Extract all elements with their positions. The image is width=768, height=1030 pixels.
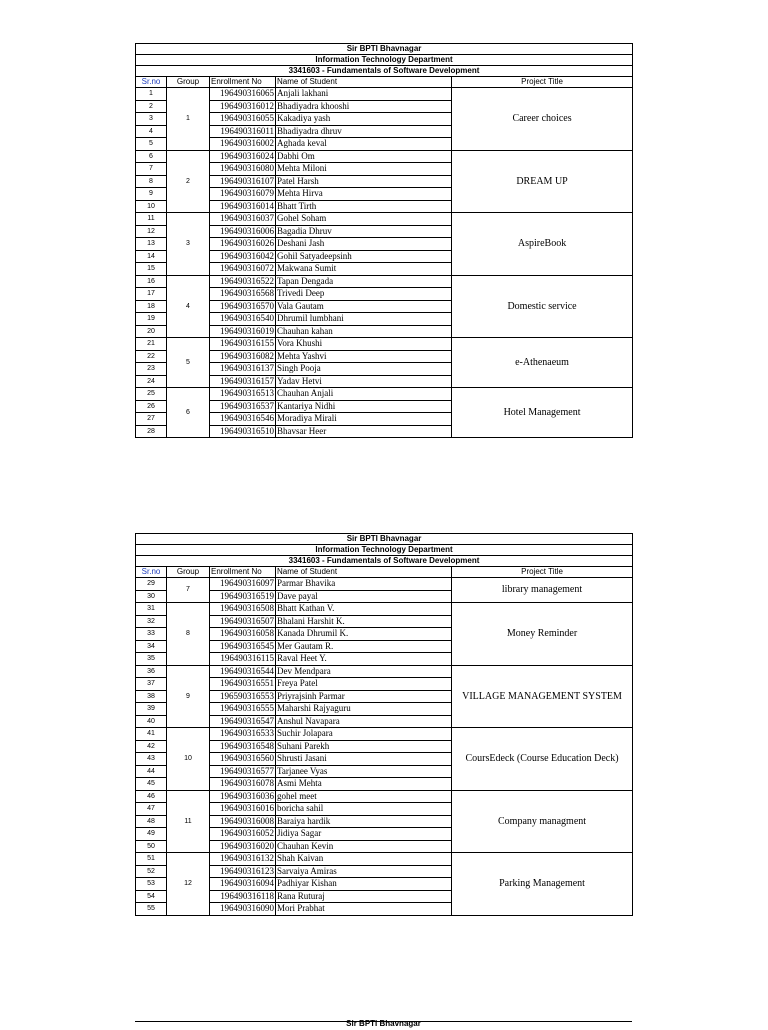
student-name-cell: Vala Gautam — [276, 300, 452, 313]
student-name-cell: Mehta Yashvi — [276, 350, 452, 363]
sr-no-cell: 52 — [136, 865, 167, 878]
sr-no-cell: 4 — [136, 125, 167, 138]
sr-no-cell: 26 — [136, 400, 167, 413]
department-title: Information Technology Department — [136, 55, 633, 66]
sr-no-cell: 21 — [136, 338, 167, 351]
sr-no-cell: 17 — [136, 288, 167, 301]
student-name-cell: Anjali lakhani — [276, 88, 452, 101]
student-name-cell: Dhrumil lumbhani — [276, 313, 452, 326]
group-cell: 9 — [167, 665, 210, 728]
project-title-cell: CoursEdeck (Course Education Deck) — [452, 728, 633, 791]
group-cell: 5 — [167, 338, 210, 388]
student-name-cell: Rana Ruturaj — [276, 890, 452, 903]
table-row — [136, 728, 633, 741]
sr-no-cell: 25 — [136, 388, 167, 401]
enrollment-cell: 196490316036 — [210, 790, 276, 803]
table-row — [136, 338, 633, 351]
enrollment-cell: 196490316094 — [210, 878, 276, 891]
student-name-cell: Chauhan Anjali — [276, 388, 452, 401]
student-name-cell: Sarvaiya Amiras — [276, 865, 452, 878]
enrollment-cell: 196490316513 — [210, 388, 276, 401]
enrollment-cell: 196490316157 — [210, 375, 276, 388]
enrollment-cell: 196490316545 — [210, 640, 276, 653]
sr-no-cell: 12 — [136, 225, 167, 238]
course-title: 3341603 - Fundamentals of Software Development — [136, 556, 633, 567]
project-title-cell: Domestic service — [452, 275, 633, 338]
student-name-cell: Mehta Miloni — [276, 163, 452, 176]
col-header-name: Name of Student — [276, 567, 452, 578]
student-name-cell: Suhani Parekh — [276, 740, 452, 753]
sr-no-cell: 14 — [136, 250, 167, 263]
sr-no-cell: 22 — [136, 350, 167, 363]
col-header-project: Project Title — [452, 77, 633, 88]
group-cell: 8 — [167, 603, 210, 666]
sr-no-cell: 47 — [136, 803, 167, 816]
enrollment-cell: 196490316548 — [210, 740, 276, 753]
institute-title: Sir BPTI Bhavnagar — [136, 44, 633, 55]
table-row — [136, 578, 633, 591]
student-name-cell: Kanada Dhrumil K. — [276, 628, 452, 641]
student-name-cell: Maharshi Rajyaguru — [276, 703, 452, 716]
student-name-cell: Bhatt Tirth — [276, 200, 452, 213]
enrollment-cell: 196490316540 — [210, 313, 276, 326]
project-title-cell: AspireBook — [452, 213, 633, 276]
table-body — [136, 578, 633, 916]
sr-no-cell: 28 — [136, 425, 167, 438]
enrollment-cell: 196490316090 — [210, 903, 276, 916]
table-row — [136, 790, 633, 803]
student-name-cell: Shrusti Jasani — [276, 753, 452, 766]
enrollment-cell: 196490316555 — [210, 703, 276, 716]
sr-no-cell: 49 — [136, 828, 167, 841]
table-row — [136, 213, 633, 226]
enrollment-cell: 196490316055 — [210, 113, 276, 126]
sr-no-cell: 16 — [136, 275, 167, 288]
project-title-cell: e-Athenaeum — [452, 338, 633, 388]
institute-title: Sir BPTI Bhavnagar — [136, 534, 633, 545]
project-title-cell: Parking Management — [452, 853, 633, 916]
sr-no-cell: 46 — [136, 790, 167, 803]
sr-no-cell: 51 — [136, 853, 167, 866]
enrollment-cell: 196490316547 — [210, 715, 276, 728]
sr-no-cell: 8 — [136, 175, 167, 188]
project-title-cell: DREAM UP — [452, 150, 633, 213]
student-name-cell: Priyrajsinh Parmar — [276, 690, 452, 703]
student-name-cell: Tapan Dengada — [276, 275, 452, 288]
enrollment-cell: 196490316065 — [210, 88, 276, 101]
sr-no-cell: 43 — [136, 753, 167, 766]
student-name-cell: Deshani Jash — [276, 238, 452, 251]
student-name-cell: Chauhan kahan — [276, 325, 452, 338]
enrollment-cell: 196490316042 — [210, 250, 276, 263]
student-name-cell: Bhadiyadra dhruv — [276, 125, 452, 138]
enrollment-cell: 196490316132 — [210, 853, 276, 866]
sr-no-cell: 13 — [136, 238, 167, 251]
enrollment-cell: 196490316097 — [210, 578, 276, 591]
col-header-enrollment: Enrollment No — [210, 77, 276, 88]
student-name-cell: Tarjanee Vyas — [276, 765, 452, 778]
sr-no-cell: 15 — [136, 263, 167, 276]
project-table — [135, 43, 633, 438]
student-name-cell: Dave payal — [276, 590, 452, 603]
enrollment-cell: 196490316551 — [210, 678, 276, 691]
enrollment-cell: 196490316560 — [210, 753, 276, 766]
student-name-cell: Mer Gautam R. — [276, 640, 452, 653]
department-title: Information Technology Department — [136, 545, 633, 556]
sr-no-cell: 19 — [136, 313, 167, 326]
enrollment-cell: 196490316058 — [210, 628, 276, 641]
student-name-cell: Patel Harsh — [276, 175, 452, 188]
sr-no-cell: 32 — [136, 615, 167, 628]
student-name-cell: Padhiyar Kishan — [276, 878, 452, 891]
table-row — [136, 603, 633, 616]
student-name-cell: Makwana Sumit — [276, 263, 452, 276]
sr-no-cell: 41 — [136, 728, 167, 741]
student-name-cell: Trivedi Deep — [276, 288, 452, 301]
enrollment-cell: 196490316072 — [210, 263, 276, 276]
sr-no-cell: 34 — [136, 640, 167, 653]
sr-no-cell: 37 — [136, 678, 167, 691]
student-name-cell: Singh Pooja — [276, 363, 452, 376]
sr-no-cell: 33 — [136, 628, 167, 641]
student-name-cell: Jidiya Sagar — [276, 828, 452, 841]
group-cell: 7 — [167, 578, 210, 603]
sr-no-cell: 36 — [136, 665, 167, 678]
enrollment-cell: 196490316082 — [210, 350, 276, 363]
sr-no-cell: 53 — [136, 878, 167, 891]
enrollment-cell: 196490316107 — [210, 175, 276, 188]
student-name-cell: Asmi Mehta — [276, 778, 452, 791]
table-header — [136, 44, 633, 88]
table-row — [136, 275, 633, 288]
enrollment-cell: 196490316012 — [210, 100, 276, 113]
enrollment-cell: 196490316079 — [210, 188, 276, 201]
student-name-cell: Shah Kaivan — [276, 853, 452, 866]
student-name-cell: Bhatt Kathan V. — [276, 603, 452, 616]
student-name-cell: Bhadiyadra khooshi — [276, 100, 452, 113]
col-header-group: Group — [167, 567, 210, 578]
student-name-cell: Dabhi Om — [276, 150, 452, 163]
enrollment-cell: 196490316577 — [210, 765, 276, 778]
sr-no-cell: 3 — [136, 113, 167, 126]
project-title-cell: VILLAGE MANAGEMENT SYSTEM — [452, 665, 633, 728]
next-page-header-cutoff — [135, 1021, 632, 1030]
student-name-cell: gohel meet — [276, 790, 452, 803]
enrollment-cell: 196490316118 — [210, 890, 276, 903]
student-name-cell: Gohil Satyadeepsinh — [276, 250, 452, 263]
enrollment-cell: 196490316137 — [210, 363, 276, 376]
sr-no-cell: 7 — [136, 163, 167, 176]
enrollment-cell: 196490316522 — [210, 275, 276, 288]
group-cell: 11 — [167, 790, 210, 853]
sr-no-cell: 6 — [136, 150, 167, 163]
group-cell: 10 — [167, 728, 210, 791]
col-header-group: Group — [167, 77, 210, 88]
student-name-cell: Kantariya Nidhi — [276, 400, 452, 413]
student-name-cell: Kakadiya yash — [276, 113, 452, 126]
sr-no-cell: 38 — [136, 690, 167, 703]
table-header — [136, 534, 633, 578]
project-title-cell: Company managment — [452, 790, 633, 853]
enrollment-cell: 196490316019 — [210, 325, 276, 338]
col-header-enrollment: Enrollment No — [210, 567, 276, 578]
sr-no-cell: 18 — [136, 300, 167, 313]
sr-no-cell: 48 — [136, 815, 167, 828]
enrollment-cell: 196490316026 — [210, 238, 276, 251]
table-row — [136, 388, 633, 401]
sheet-page-1 — [135, 43, 632, 438]
col-header-srno: Sr.no — [136, 567, 167, 578]
sr-no-cell: 40 — [136, 715, 167, 728]
sr-no-cell: 31 — [136, 603, 167, 616]
course-title: 3341603 - Fundamentals of Software Development — [136, 66, 633, 77]
sr-no-cell: 5 — [136, 138, 167, 151]
enrollment-cell: 196490316016 — [210, 803, 276, 816]
col-header-project: Project Title — [452, 567, 633, 578]
sr-no-cell: 11 — [136, 213, 167, 226]
group-cell: 1 — [167, 88, 210, 151]
sr-no-cell: 2 — [136, 100, 167, 113]
sr-no-cell: 45 — [136, 778, 167, 791]
enrollment-cell: 196490316006 — [210, 225, 276, 238]
student-name-cell: Bhalani Harshit K. — [276, 615, 452, 628]
enrollment-cell: 196490316508 — [210, 603, 276, 616]
enrollment-cell: 196590316553 — [210, 690, 276, 703]
enrollment-cell: 196490316568 — [210, 288, 276, 301]
group-cell: 4 — [167, 275, 210, 338]
enrollment-cell: 196490316544 — [210, 665, 276, 678]
sr-no-cell: 10 — [136, 200, 167, 213]
student-name-cell: Chauhan Kevin — [276, 840, 452, 853]
enrollment-cell: 196490316020 — [210, 840, 276, 853]
project-title-cell: library management — [452, 578, 633, 603]
sr-no-cell: 39 — [136, 703, 167, 716]
institute-title-cut: Sir BPTI Bhavnagar — [346, 1019, 421, 1028]
group-cell: 2 — [167, 150, 210, 213]
enrollment-cell: 196490316123 — [210, 865, 276, 878]
enrollment-cell: 196490316024 — [210, 150, 276, 163]
student-name-cell: Anshul Navapara — [276, 715, 452, 728]
student-name-cell: Raval Heet Y. — [276, 653, 452, 666]
table-row — [136, 665, 633, 678]
student-name-cell: Aghada keval — [276, 138, 452, 151]
enrollment-cell: 196490316014 — [210, 200, 276, 213]
group-cell: 12 — [167, 853, 210, 916]
student-name-cell: Baraiya hardik — [276, 815, 452, 828]
project-table — [135, 533, 633, 916]
student-name-cell: Bagadia Dhruv — [276, 225, 452, 238]
student-name-cell: Vora Khushi — [276, 338, 452, 351]
student-name-cell: Suchir Jolapara — [276, 728, 452, 741]
enrollment-cell: 196490316080 — [210, 163, 276, 176]
group-cell: 3 — [167, 213, 210, 276]
sr-no-cell: 9 — [136, 188, 167, 201]
enrollment-cell: 196490316115 — [210, 653, 276, 666]
student-name-cell: Parmar Bhavika — [276, 578, 452, 591]
sr-no-cell: 44 — [136, 765, 167, 778]
enrollment-cell: 196490316507 — [210, 615, 276, 628]
table-body — [136, 88, 633, 438]
enrollment-cell: 196490316155 — [210, 338, 276, 351]
enrollment-cell: 196490316037 — [210, 213, 276, 226]
sr-no-cell: 23 — [136, 363, 167, 376]
sr-no-cell: 1 — [136, 88, 167, 101]
student-name-cell: Moradiya Mirali — [276, 413, 452, 426]
student-name-cell: Gohel Soham — [276, 213, 452, 226]
group-cell: 6 — [167, 388, 210, 438]
student-name-cell: Bhavsar Heer — [276, 425, 452, 438]
sr-no-cell: 54 — [136, 890, 167, 903]
sr-no-cell: 24 — [136, 375, 167, 388]
sr-no-cell: 30 — [136, 590, 167, 603]
col-header-srno: Sr.no — [136, 77, 167, 88]
sr-no-cell: 42 — [136, 740, 167, 753]
student-name-cell: Freya Patel — [276, 678, 452, 691]
sr-no-cell: 50 — [136, 840, 167, 853]
student-name-cell: boricha sahil — [276, 803, 452, 816]
sr-no-cell: 29 — [136, 578, 167, 591]
project-title-cell: Hotel Management — [452, 388, 633, 438]
enrollment-cell: 196490316078 — [210, 778, 276, 791]
sheet-page-2 — [135, 533, 632, 916]
student-name-cell: Dev Mendpara — [276, 665, 452, 678]
enrollment-cell: 196490316008 — [210, 815, 276, 828]
student-name-cell: Mori Prabhat — [276, 903, 452, 916]
enrollment-cell: 196490316510 — [210, 425, 276, 438]
table-row — [136, 853, 633, 866]
table-row — [136, 88, 633, 101]
col-header-name: Name of Student — [276, 77, 452, 88]
student-name-cell: Yadav Hetvi — [276, 375, 452, 388]
enrollment-cell: 196490316519 — [210, 590, 276, 603]
project-title-cell: Money Reminder — [452, 603, 633, 666]
enrollment-cell: 196490316011 — [210, 125, 276, 138]
table-row — [136, 150, 633, 163]
enrollment-cell: 196490316533 — [210, 728, 276, 741]
enrollment-cell: 196490316546 — [210, 413, 276, 426]
student-name-cell: Mehta Hirva — [276, 188, 452, 201]
enrollment-cell: 196490316052 — [210, 828, 276, 841]
enrollment-cell: 196490316537 — [210, 400, 276, 413]
sr-no-cell: 27 — [136, 413, 167, 426]
enrollment-cell: 196490316570 — [210, 300, 276, 313]
sr-no-cell: 35 — [136, 653, 167, 666]
project-title-cell: Career choices — [452, 88, 633, 151]
enrollment-cell: 196490316002 — [210, 138, 276, 151]
sr-no-cell: 20 — [136, 325, 167, 338]
sr-no-cell: 55 — [136, 903, 167, 916]
